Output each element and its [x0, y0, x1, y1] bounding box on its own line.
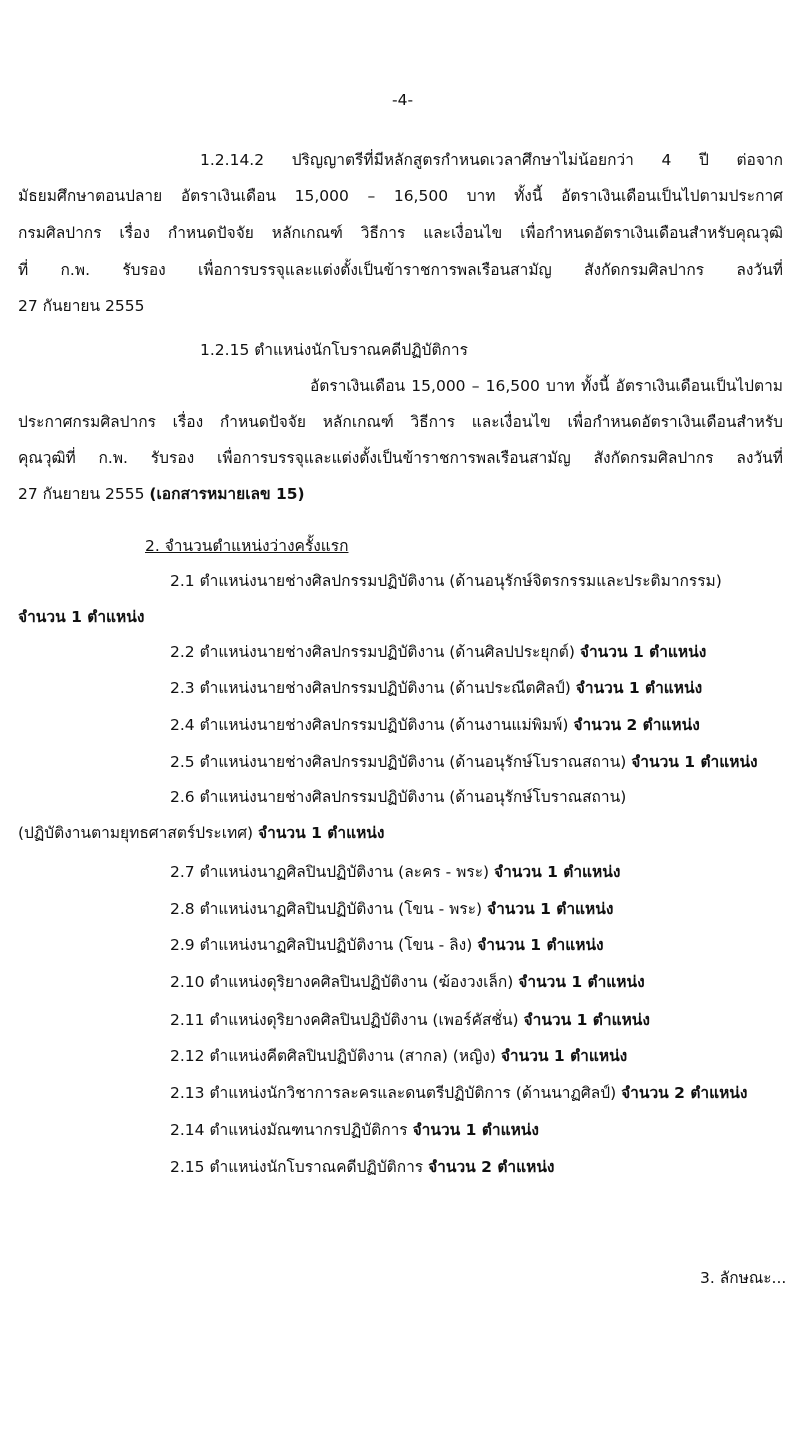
page-number: -4- [392, 91, 414, 109]
list-item [18, 606, 144, 628]
position-title: 2.3 ตำแหน่งนายช่างศิลปกรรมปฏิบัติงาน (ด้านประณีตศิลป์) [170, 679, 571, 697]
position-title: 2.4 ตำแหน่งนายช่างศิลปกรรมปฏิบัติงาน (ด้านงานแม่พิมพ์) [170, 716, 569, 734]
continuation-text: 3. ลักษณะ... [700, 1269, 787, 1287]
list-item [170, 898, 613, 920]
position-title: 2.2 ตำแหน่งนายช่างศิลปกรรมปฏิบัติงาน (ด้านศิลปประยุกต์) [170, 643, 575, 661]
date-text: 27 กันยายน 2555 [18, 485, 145, 503]
position-count: จำนวน 1 ตำแหน่ง [18, 608, 145, 626]
position-title: 2.10 ตำแหน่งดุริยางคศิลปินปฏิบัติงาน (ฆ้องวงเล็ก) [170, 973, 514, 991]
position-title: 2.8 ตำแหน่งนาฏศิลปินปฏิบัติงาน (โขน - พระ) [170, 900, 483, 918]
paragraph-line: ประกาศกรมศิลปากร เรื่อง กำหนดปัจจัย หลักเกณฑ์ วิธีการ และเงื่อนไข เพื่อกำหนดอัตราเงินเดือนสำหรับ [18, 413, 783, 431]
position-count: จำนวน 1 ตำแหน่ง [631, 753, 758, 771]
paragraph-line: อัตราเงินเดือน 15,000 – 16,500 บาท ทั้งนี้ อัตราเงินเดือนเป็นไปตาม [310, 377, 783, 395]
document-reference: (เอกสารหมายเลข 15) [149, 485, 305, 503]
position-title: 2.12 ตำแหน่งคีตศิลปินปฏิบัติงาน (สากล) (หญิง) [170, 1047, 496, 1065]
position-title-cont: (ปฏิบัติงานตามยุทธศาสตร์ประเทศ) [18, 824, 254, 842]
list-item [170, 641, 706, 663]
list-item [170, 1082, 747, 1104]
list-item [170, 751, 758, 773]
list-item [170, 570, 722, 592]
paragraph-line [18, 483, 305, 505]
position-title: 2.1 ตำแหน่งนายช่างศิลปกรรมปฏิบัติงาน (ด้านอนุรักษ์จิตรกรรมและประติมากรรม) [170, 572, 722, 590]
list-item [170, 861, 620, 883]
position-title: 2.13 ตำแหน่งนักวิชาการละครและดนตรีปฏิบัติการ (ด้านนาฏศิลป์) [170, 1084, 617, 1102]
position-title: 2.11 ตำแหน่งดุริยางคศิลปินปฏิบัติงาน (เพอร์คัสชั่น) [170, 1011, 519, 1029]
paragraph-line: 1.2.14.2 ปริญญาตรีที่มีหลักสูตรกำหนดเวลาศึกษาไม่น้อยกว่า 4 ปี ต่อจาก [200, 151, 783, 169]
paragraph-line: 27 กันยายน 2555 [18, 297, 145, 315]
position-count: จำนวน 2 ตำแหน่ง [621, 1084, 748, 1102]
list-item [170, 934, 604, 956]
position-title: 2.6 ตำแหน่งนายช่างศิลปกรรมปฏิบัติงาน (ด้านอนุรักษ์โบราณสถาน) [170, 788, 627, 806]
list-item [170, 1119, 539, 1141]
position-title: 2.7 ตำแหน่งนาฏศิลปินปฏิบัติงาน (ละคร - พระ) [170, 863, 490, 881]
list-item [18, 822, 384, 844]
subsection-heading: 1.2.15 ตำแหน่งนักโบราณคดีปฏิบัติการ [200, 341, 468, 359]
list-item [170, 1156, 554, 1178]
list-item [170, 714, 700, 736]
position-count: จำนวน 1 ตำแหน่ง [258, 824, 385, 842]
position-count: จำนวน 2 ตำแหน่ง [573, 716, 700, 734]
position-title: 2.5 ตำแหน่งนายช่างศิลปกรรมปฏิบัติงาน (ด้านอนุรักษ์โบราณสถาน) [170, 753, 627, 771]
position-count: จำนวน 1 ตำแหน่ง [412, 1121, 539, 1139]
section-heading: 2. จำนวนตำแหน่งว่างครั้งแรก [145, 537, 349, 555]
position-count: จำนวน 1 ตำแหน่ง [518, 973, 645, 991]
position-count: จำนวน 1 ตำแหน่ง [579, 643, 707, 661]
list-item [170, 786, 626, 808]
position-count: จำนวน 1 ตำแหน่ง [494, 863, 621, 881]
position-count: จำนวน 1 ตำแหน่ง [477, 936, 604, 954]
position-title: 2.9 ตำแหน่งนาฏศิลปินปฏิบัติงาน (โขน - ลิง) [170, 936, 473, 954]
list-item [170, 971, 645, 993]
position-title: 2.15 ตำแหน่งนักโบราณคดีปฏิบัติการ [170, 1158, 424, 1176]
position-count: จำนวน 2 ตำแหน่ง [428, 1158, 555, 1176]
position-count: จำนวน 1 ตำแหน่ง [500, 1047, 628, 1065]
paragraph-line: กรมศิลปากร เรื่อง กำหนดปัจจัย หลักเกณฑ์ วิธีการ และเงื่อนไข เพื่อกำหนดอัตราเงินเดือนสำหรับคุณวุฒิ [18, 224, 783, 242]
paragraph-line: มัธยมศึกษาตอนปลาย อัตราเงินเดือน 15,000 – 16,500 บาท ทั้งนี้ อัตราเงินเดือนเป็นไปตามประกาศ [18, 187, 783, 205]
list-item [170, 677, 702, 699]
position-title: 2.14 ตำแหน่งมัณฑนากรปฏิบัติการ [170, 1121, 408, 1139]
position-count: จำนวน 1 ตำแหน่ง [523, 1011, 650, 1029]
paragraph-line: คุณวุฒิที่ ก.พ. รับรอง เพื่อการบรรจุและแต่งตั้งเป็นข้าราชการพลเรือนสามัญ สังกัดกรมศิลปากร ลงวันที่ [18, 449, 783, 467]
list-item [170, 1009, 650, 1031]
position-count: จำนวน 1 ตำแหน่ง [575, 679, 703, 697]
position-count: จำนวน 1 ตำแหน่ง [487, 900, 614, 918]
paragraph-line: ที่ ก.พ. รับรอง เพื่อการบรรจุและแต่งตั้งเป็นข้าราชการพลเรือนสามัญ สังกัดกรมศิลปากร ลงวันที่ [18, 261, 783, 279]
list-item [170, 1045, 627, 1067]
